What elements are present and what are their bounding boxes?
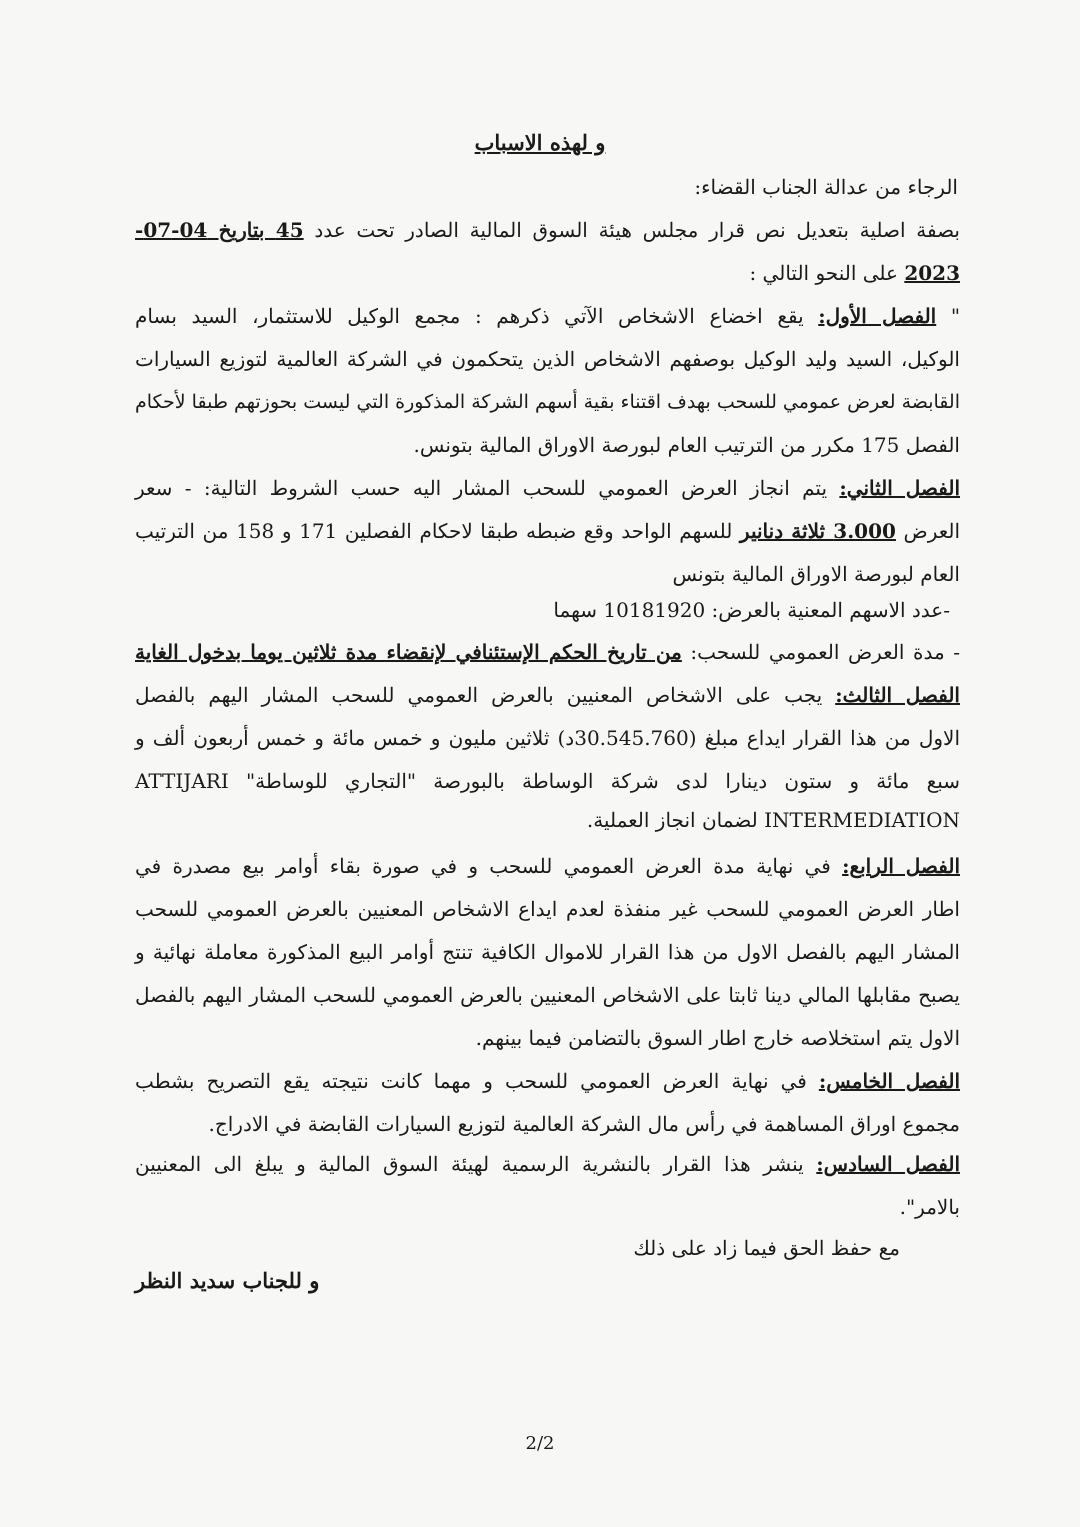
broker-name-part-2: INTERMEDIATION xyxy=(764,808,960,832)
chapter-4-line-2: اطار العرض العمومي للسحب غير منفذة لعدم ايداع الاشخاص المعنيين بالعرض العمومي للسحب xyxy=(135,897,960,921)
chapter-5-line-1 xyxy=(135,1067,960,1095)
chapter-2-line-3: العام لبورصة الاوراق المالية بتونس xyxy=(672,562,960,586)
chapter-6-title: الفصل السادس: xyxy=(816,1152,961,1176)
intro-line-1 xyxy=(135,216,960,244)
chapter-4-text: في نهاية مدة العرض العمومي للسحب و في صورة بقاء أوامر بيع مصدرة في xyxy=(135,854,831,878)
chapter-3-text-4: لضمان انجاز العملية. xyxy=(586,808,758,832)
chapter-1-text: يقع اخضاع الاشخاص الآتي ذكرهم : مجمع الوكيل للاستثمار، السيد بسام xyxy=(135,304,804,328)
decision-year: 2023 xyxy=(904,261,960,285)
intro-text: بصفة اصلية بتعديل نص قرار مجلس هيئة السوق المالية الصادر تحت عدد xyxy=(314,218,960,242)
chapter-2-text: يتم انجاز العرض العمومي للسحب المشار اليه حسب الشروط التالية: - سعر xyxy=(135,476,828,500)
chapter-2-text-2: للسهم الواحد وقع ضبطه طبقا لاحكام الفصلين 171 و 158 من الترتيب xyxy=(135,519,733,543)
chapter-3-title: الفصل الثالث: xyxy=(835,683,960,707)
chapter-3-line-1 xyxy=(135,681,960,709)
intro-line-2 xyxy=(135,259,960,287)
chapter-1-title: الفصل الأول: xyxy=(818,304,937,328)
closing-formula: و للجناب سديد النظر xyxy=(135,1268,320,1293)
intro-text-2: على النحو التالي : xyxy=(749,261,898,285)
chapter-5-title: الفصل الخامس: xyxy=(818,1069,961,1093)
offer-price: 3.000 ثلاثة دنانير xyxy=(739,519,896,543)
chapter-2-line-1 xyxy=(135,474,960,502)
offer-duration-label: - مدة العرض العمومي للسحب: xyxy=(690,640,961,664)
chapter-4-line-5: الاول يتم استخلاصه خارج اطار السوق بالتضامن فيما بينهم. xyxy=(475,1026,960,1050)
chapter-4-line-4: يصبح مقابلها المالي دينا ثابتا على الاشخاص المعنيين بالعرض العمومي للسحب المشار اليهم بالفصل xyxy=(135,983,960,1007)
offer-duration xyxy=(135,638,960,666)
reservation-of-rights: مع حفظ الحق فيما زاد على ذلك xyxy=(633,1236,900,1260)
chapter-1-quote: " xyxy=(950,304,961,328)
chapter-2-offer-label: العرض xyxy=(903,519,961,543)
chapter-1-line-4: الفصل 175 مكرر من الترتيب العام لبورصة الاوراق المالية بتونس. xyxy=(413,433,960,457)
broker-name-part-1: ATTIJARI xyxy=(135,769,229,793)
decision-reference: 45 بتاريخ 04-07- xyxy=(135,218,304,242)
section-title: و لهذه الاسباب xyxy=(474,130,606,155)
chapter-5-line-2: مجموع اوراق المساهمة في رأس مال الشركة العالمية لتوزيع السيارات القابضة في الادراج. xyxy=(208,1112,960,1136)
chapter-1-line-3: القابضة لعرض عمومي للسحب بهدف اقتناء بقية أسهم الشركة المذكورة التي ليست بحوزتهم طبقا لأحكام xyxy=(135,391,960,413)
chapter-2-title: الفصل الثاني: xyxy=(839,476,961,500)
chapter-3-text-3: سبع مائة و ستون دينارا لدى شركة الوساطة بالبورصة "التجاري للوساطة" xyxy=(245,769,961,793)
chapter-3-text: يجب على الاشخاص المعنيين بالعرض العمومي للسحب المشار اليهم بالفصل xyxy=(135,683,823,707)
chapter-6-line-2: بالامر". xyxy=(899,1195,960,1219)
chapter-4-title: الفصل الرابع: xyxy=(842,854,961,878)
chapter-1-line-2: الوكيل، السيد وليد الوكيل بوصفهم الاشخاص الذين يتحكمون في الشركة العالمية لتوزيع السيارات xyxy=(135,347,960,371)
chapter-3-line-3 xyxy=(135,767,960,795)
chapter-6-line-1 xyxy=(135,1150,960,1178)
chapter-3-line-4 xyxy=(135,806,960,834)
chapter-6-text: ينشر هذا القرار بالنشرية الرسمية لهيئة السوق المالية و يبلغ الى المعنيين xyxy=(135,1152,804,1176)
chapter-4-line-3: المشار اليهم بالفصل الاول من هذا القرار للاموال الكافية تنتج أوامر البيع المذكورة معاملة نهائية و xyxy=(135,940,960,964)
page-number: 2/2 xyxy=(525,1433,555,1454)
chapter-1-line-1 xyxy=(135,302,960,330)
chapter-4-line-1 xyxy=(135,852,960,880)
shares-count: -عدد الاسهم المعنية بالعرض: 10181920 سهما xyxy=(553,598,950,622)
chapter-5-text: في نهاية العرض العمومي للسحب و مهما كانت نتيجته يقع التصريح بشطب xyxy=(135,1069,807,1093)
chapter-3-line-2: الاول من هذا القرار ايداع مبلغ (30.545.760د) ثلاثين مليون و خمس مائة و خمس أربعون ألف و xyxy=(135,726,961,750)
greeting: الرجاء من عدالة الجناب القضاء: xyxy=(694,175,958,199)
chapter-2-line-2 xyxy=(135,517,960,545)
offer-duration-value: من تاريخ الحكم الإستئنافي لإنقضاء مدة ثلاثين يوما بدخول الغاية xyxy=(135,640,682,664)
